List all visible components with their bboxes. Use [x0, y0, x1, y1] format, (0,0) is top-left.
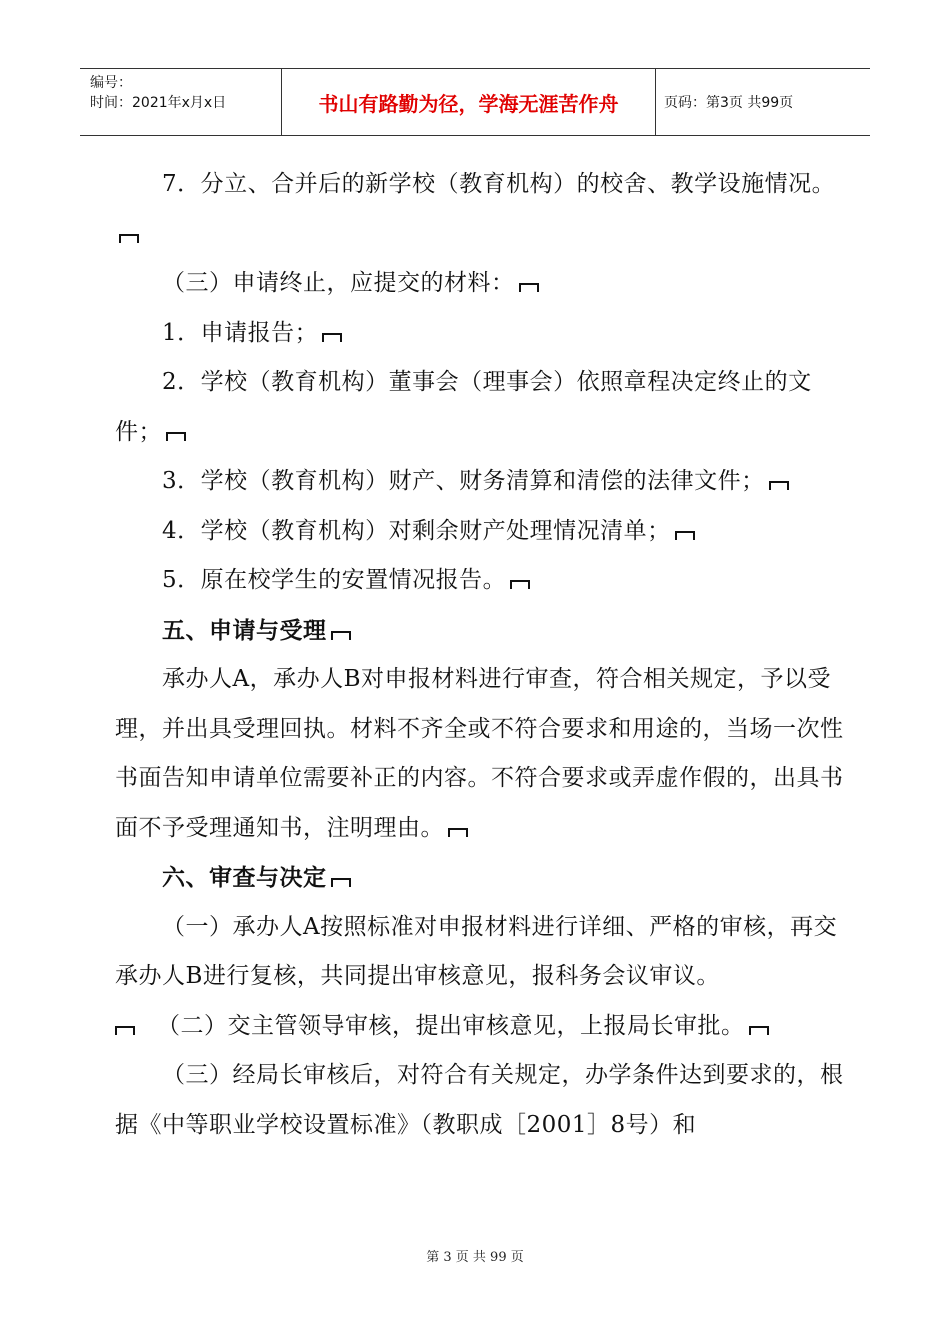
doc-number-label: 编号：	[90, 75, 132, 91]
paragraph: 1．申请报告；	[115, 309, 850, 359]
header-motto: 书山有路勤为径，学海无涯苦作舟	[282, 69, 656, 135]
paragraph-mark-icon	[331, 631, 351, 640]
paragraph-mark-icon	[510, 580, 530, 589]
header-meta	[80, 69, 282, 135]
section-heading: 六、审查与决定	[115, 853, 850, 903]
page-footer: 第 3 页 共 99 页	[426, 1250, 524, 1265]
paragraph: 3．学校（教育机构）财产、财务清算和清偿的法律文件；	[115, 457, 850, 507]
page-header	[80, 68, 870, 136]
paragraph: （一）承办人A按照标准对申报材料进行详细、严格的审核，再交承办人B进行复核，共同提出审核意见，报科务会议审议。	[115, 913, 838, 989]
paragraph: 2．学校（教育机构）董事会（理事会）依照章程决定终止的文件；	[115, 369, 812, 445]
paragraph: 5．原在校学生的安置情况报告。	[115, 556, 850, 606]
paragraph: （三）申请终止，应提交的材料：	[115, 259, 850, 309]
header-page-info: 页码：第3页 共99页	[664, 95, 794, 111]
paragraph: （二）交主管领导审核，提出审核意见，上报局长审批。	[115, 1002, 850, 1052]
section-heading: 五、申请与受理	[115, 606, 850, 656]
paragraph: 承办人A，承办人B对申报材料进行审查，符合相关规定，予以受理，并出具受理回执。材料不齐全或不符合要求和用途的，当场一次性书面告知申请单位需要补正的内容。不符合要求或弄虚作假的，出具书面不予受理通知书，注明理由。	[115, 666, 844, 841]
paragraph-mark-icon	[769, 481, 789, 490]
paragraph: 7．分立、合并后的新学校（教育机构）的校舍、教学设施情况。	[115, 160, 850, 259]
document-body	[115, 160, 850, 1150]
paragraph-mark-icon	[749, 1026, 769, 1035]
paragraph-mark-icon	[675, 531, 695, 540]
paragraph-mark-icon	[322, 333, 342, 342]
doc-time-label: 时间：2021年x月x日	[90, 95, 227, 111]
paragraph-mark-icon	[448, 828, 468, 837]
paragraph: （三）经局长审核后，对符合有关规定，办学条件达到要求的，根据《中等职业学校设置标准》（教职成［2001］8号）和	[115, 1062, 844, 1138]
paragraph-mark-icon	[115, 1026, 135, 1035]
paragraph-mark-icon	[331, 878, 351, 887]
paragraph-mark-icon	[119, 234, 139, 243]
paragraph-mark-icon	[519, 283, 539, 292]
paragraph-mark-icon	[166, 432, 186, 441]
paragraph: 4．学校（教育机构）对剩余财产处理情况清单；	[115, 507, 850, 557]
